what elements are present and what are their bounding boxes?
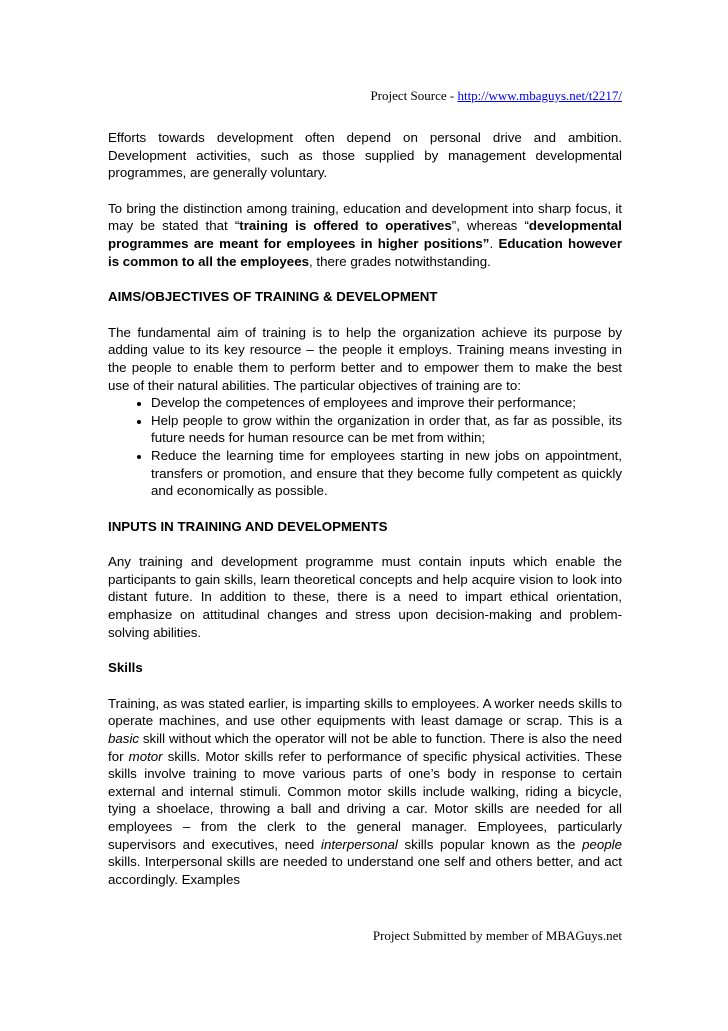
document-body [108, 129, 622, 906]
text-span: Training, as was stated earlier, is imparting skills to employees. A worker needs skills to operate machines, and use other equipments with least damage or scrap. This is a [108, 695, 622, 729]
source-link[interactable]: http://www.mbaguys.net/t2217/ [457, 88, 622, 103]
text-span: ”, whereas “ [451, 218, 529, 234]
text-span: skills popular known as the [397, 836, 583, 852]
paragraph-skills [108, 695, 622, 889]
text-span: skills. Interpersonal skills are needed to understand one self and others better, and act accordingly. Examples [108, 854, 622, 887]
italic-span: motor [128, 748, 163, 764]
heading-aims: AIMS/OBJECTIVES OF TRAINING & DEVELOPMENT [108, 289, 438, 305]
italic-span: basic [108, 731, 140, 747]
page-header [108, 88, 622, 104]
paragraph-aims: The fundamental aim of training is to help the organization achieve its purpose by adding value to its key resource – the people it employs. Training means investing in the people to enable them to perform better and to empower them to make the best use of their natural abilities. The particular objectives of training are to: [108, 324, 622, 393]
objectives-list [108, 394, 622, 500]
bold-span: developmental programmes are meant for employees in higher positions” [108, 218, 622, 251]
paragraph-inputs: Any training and development programme must contain inputs which enable the participants to gain skills, learn theoretical concepts and help acquire vision to look into distant future. In addition to these, there is a need to impart ethical orientation, emphasize on attitudinal changes and stress upon decision-making and problem-solving abilities. [108, 554, 622, 640]
text-span: . [489, 235, 499, 251]
paragraph-development: Efforts towards development often depend on personal drive and ambition. Development activities, such as those supplied by management developmental programmes, are generally voluntary. [108, 130, 622, 181]
text-span: skill without which the operator will not be able to function. There is also the need for [108, 731, 622, 764]
paragraph-distinction [108, 200, 622, 270]
header-prefix: Project Source - [370, 88, 458, 103]
text-span: , there grades notwithstanding. [309, 253, 491, 269]
text-span: skills. Motor skills refer to performance of specific physical activities. These skills involve training to move various parts of one’s body in response to certain external and internal stimuli. Common motor skills include walking, riding a bicycle, tying a shoelace, throwing a ball and driving a car. Motor skills are needed for all employees – from the clerk to the general manager. Employees, particularly supervisors and executives, need [108, 748, 622, 852]
heading-skills: Skills [108, 660, 143, 676]
italic-span: interpersonal [320, 836, 398, 852]
list-item: • Develop the competences of employees and improve their performance; [151, 394, 622, 412]
text-span: To bring the distinction among training, education and development into sharp focus, it may be stated that “ [108, 200, 622, 234]
bold-span: training is offered to operatives [239, 218, 452, 234]
page-footer: Project Submitted by member of MBAGuys.net [372, 928, 622, 943]
bold-span: Education however is common to all the employees [108, 235, 622, 269]
italic-span: people [582, 836, 622, 852]
list-item: • Reduce the learning time for employees starting in new jobs on appointment, transfers or promotion, and ensure that they become fully competent as quickly and economically as possible. [151, 447, 622, 500]
heading-inputs: INPUTS IN TRAINING AND DEVELOPMENTS [108, 518, 388, 534]
list-item: • Help people to grow within the organization in order that, as far as possible, its future needs for human resource can be met from within; [151, 412, 622, 447]
